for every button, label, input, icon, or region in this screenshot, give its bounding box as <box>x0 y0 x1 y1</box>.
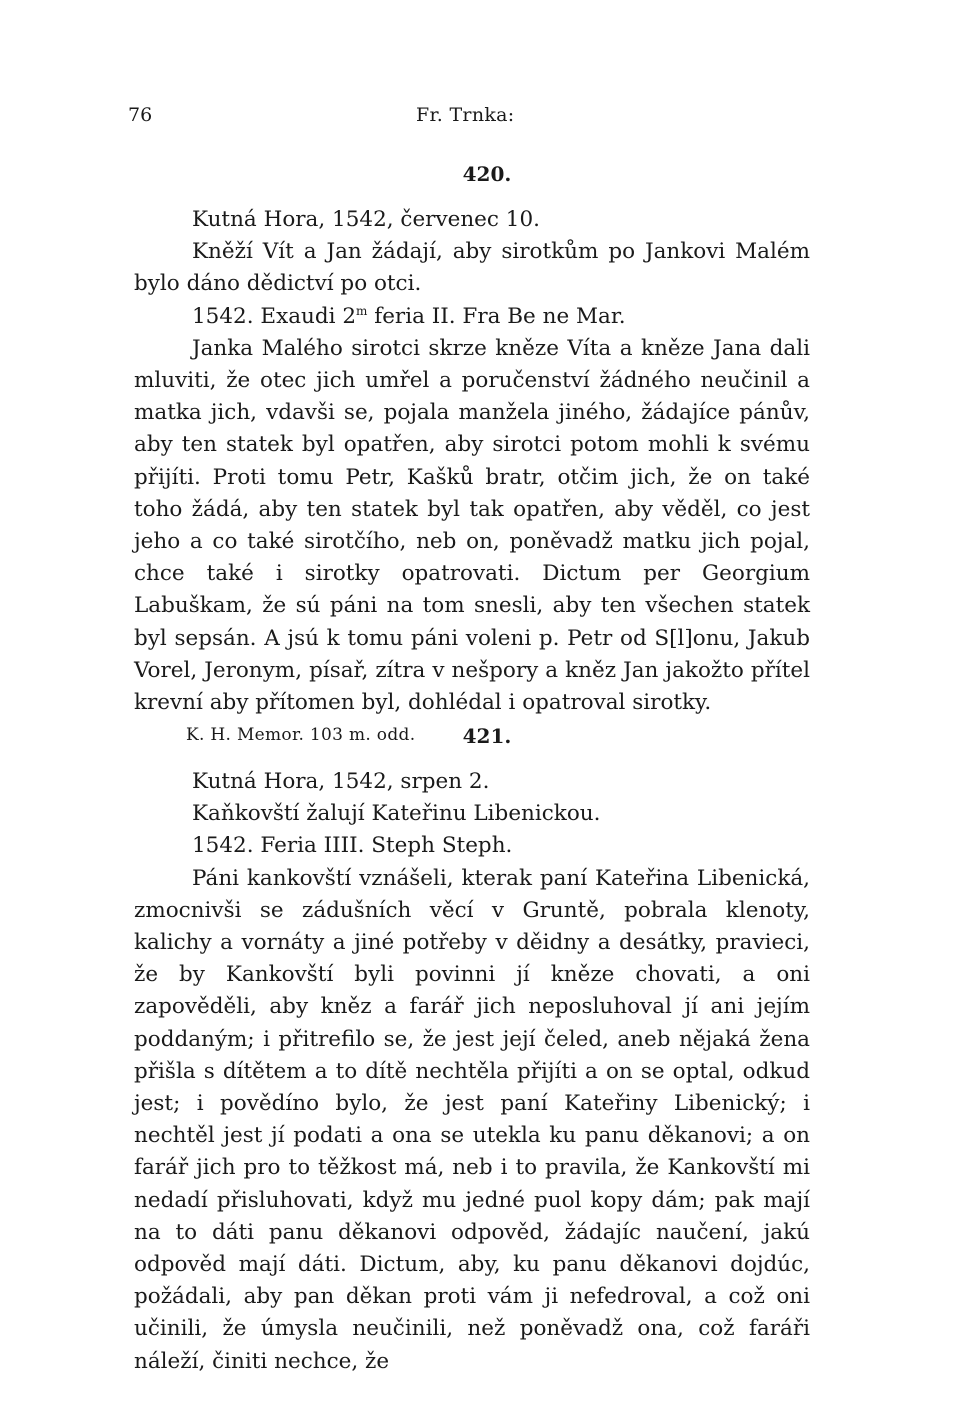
document-entry-421 <box>134 720 810 1378</box>
entry-body: Páni kankovští vznášeli, kterak paní Kateřina Libenická, zmocnivši se zádušních věcí v Gruntě, pobrala klenoty, kalichy a vornáty a jiné potřeby v děidny a desátky, pravieci, že by Kankovští byli povinni jí kněze chovati, a oni zapověděli, aby kněz a farář jich neposluhoval jí ani jejím poddaným; i přitrefilo se, že jest její čeled, aneb nějaká žena přišla s dítětem a to dítě nechtěla přijíti a on se optal, odkud jest; i povědíno bylo, že jest paní Kateřiny Libenický; i nechtěl jest jí podati a ona se utekla ku panu děkanovi; a on farář jich pro to těžkost má, neb i to pravila, že Kankovští mi nedadí přisluhovati, když mu jedné puol kopy dám; pak mají na to dáti panu děkanovi odpověd, žádajíc naučení, jakú odpověd mají dáti. Dictum, aby, ku panu děkanovi dojdúc, požádali, aby pan děkan proti vám ji nefedroval, a což oni učinili, že úmysla neučinili, než poněvadž ona, což faráři náleží, činiti nechce, že <box>134 865 810 1374</box>
running-title: Fr. Trnka: <box>416 104 515 126</box>
entry-number: 421. <box>462 724 512 748</box>
entry-body: Janka Malého sirotci skrze kněze Víta a kněze Jana dali mluviti, že otec jich umřel a poručenství žádného neučinil a matka jich, vdavši se, pojala manžela jiného, žádajíce pánův, aby ten statek byl opatřen, aby sirotci potom mohli k svému přijíti. Proti tomu Petr, Kašků bratr, otčim jich, že on také toho žádá, aby ten statek byl tak opatřen, aby věděl, co jest jeho a co také sirotčího, neb on, poněvadž matku jich pojal, chce také i sirotky opatrovati. Dictum per Georgium Labuškam, že sú páni na tom snesli, aby ten všechen statek byl sepsán. A jsú k tomu páni voleni p. Petr od S[l]onu, Jakub Vorel, Jeronym, písař, zítra v nešpory a kněz Jan jakožto přítel krevní aby přítomen byl, dohlédal i opatroval sirotky. <box>134 335 810 716</box>
date-line-superscript: m <box>356 303 368 318</box>
running-head <box>128 104 810 134</box>
entry-summary: Kaňkovští žalují Kateřinu Libenickou. <box>192 801 601 827</box>
entry-place-date: Kutná Hora, 1542, srpen 2. <box>192 769 490 794</box>
entry-place-date: Kutná Hora, 1542, červenec 10. <box>192 207 540 232</box>
entry-date-line <box>134 301 810 333</box>
entry-number: 420. <box>462 162 512 186</box>
entry-summary: Kněží Vít a Jan žádají, aby sirotkům po Jankovi Malém bylo dáno dědictví po otci. <box>134 239 810 297</box>
page-number: 76 <box>128 104 153 126</box>
entry-date-line: 1542. Feria IIII. Steph Steph. <box>192 833 513 859</box>
document-entry-420 <box>134 158 810 749</box>
date-line-text: 1542. Exaudi 2 <box>192 303 357 329</box>
entry-source: K. H. Memor. 103 m. odd. <box>186 725 416 746</box>
date-line-text-rest: feria II. Fra Be ne Mar. <box>367 303 626 329</box>
